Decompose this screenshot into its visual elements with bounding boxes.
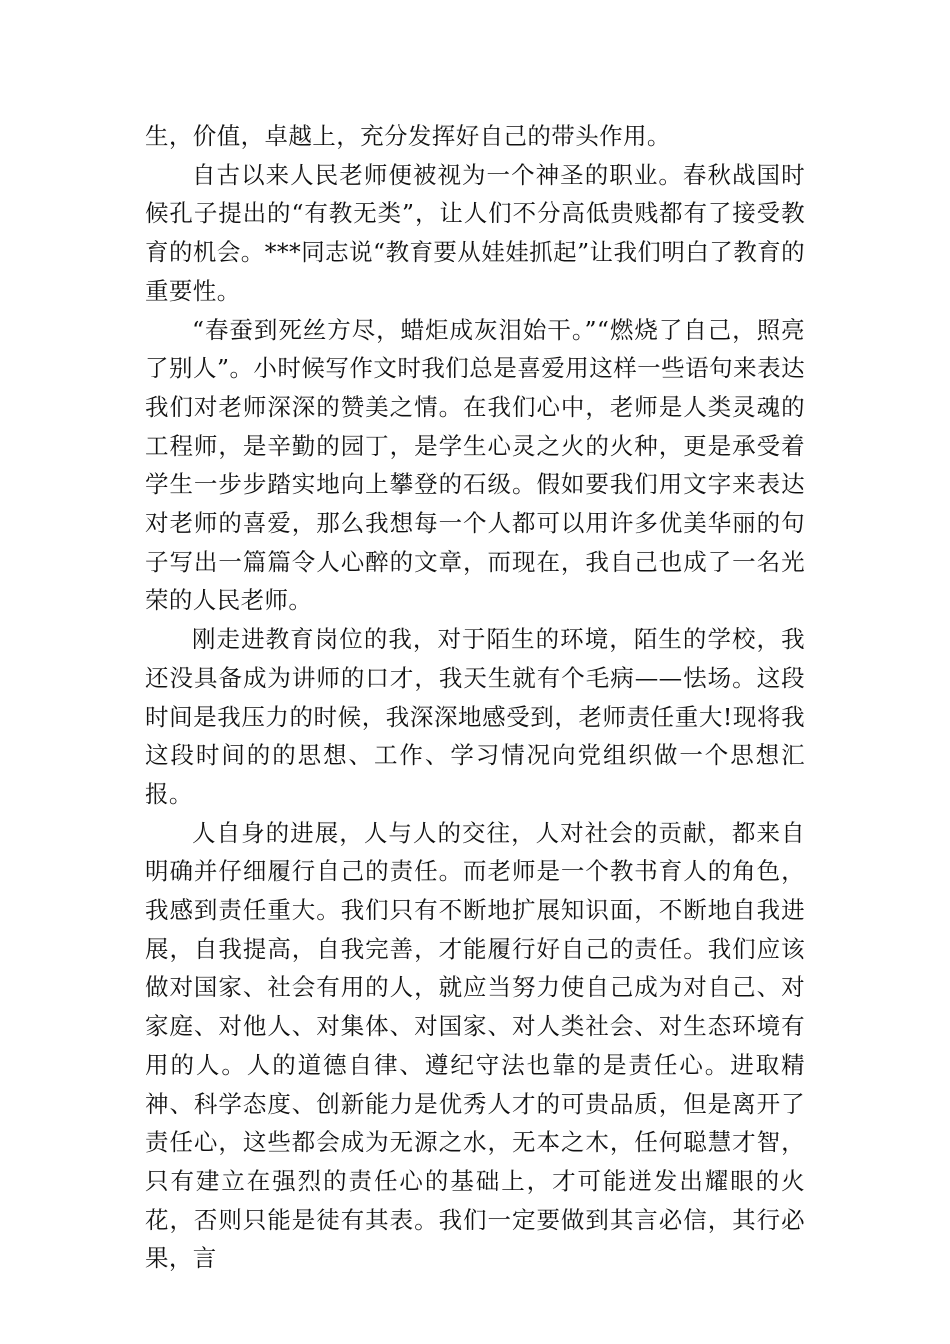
document-body bbox=[145, 117, 805, 1278]
paragraph-1: 生，价值，卓越上，充分发挥好自己的带头作用。 bbox=[145, 122, 671, 150]
paragraph-5: 人自身的进展，人与人的交往，人对社会的贡献，都来自明确并仔细履行自己的责任。而老师是一个教书育人的角色，我感到责任重大。我们只有不断地扩展知识面，不断地自我进展，自我提高，自我完善，才能履行好自己的责任。我们应该做对国家、社会有用的人，就应当努力使自己成为对自己、对家庭、对他人、对集体、对国家、对人类社会、对生态环境有用的人。人的道德自律、遵纪守法也靠的是责任心。进取精神、科学态度、创新能力是优秀人才的可贵品质，但是离开了责任心，这些都会成为无源之水，无本之木，任何聪慧才智，只有建立在强烈的责任心的基础上，才可能迸发出耀眼的火花，否则只能是徒有其表。我们一定要做到其言必信，其行必果，言 bbox=[145, 818, 805, 1273]
paragraph-4: 刚走进教育岗位的我，对于陌生的环境，陌生的学校，我还没具备成为讲师的口才，我天生就有个毛病——怯场。这段时间是我压力的时候，我深深地感受到，老师责任重大!现将我这段时间的的思想、工作、学习情况向党组织做一个思想汇报。 bbox=[145, 625, 805, 808]
paragraph-2: 自古以来人民老师便被视为一个神圣的职业。春秋战国时候孔子提出的“有教无类”，让人们不分高低贵贱都有了接受教育的机会。***同志说“教育要从娃娃抓起”让我们明白了教育的重要性。 bbox=[145, 160, 805, 305]
paragraph-3: “春蚕到死丝方尽，蜡炬成灰泪始干。”“燃烧了自己，照亮了别人”。小时候写作文时我们总是喜爱用这样一些语句来表达我们对老师深深的赞美之情。在我们心中，老师是人类灵魂的工程师，是辛勤的园丁，是学生心灵之火的火种，更是承受着学生一步步踏实地向上攀登的石级。假如要我们用文字来表达对老师的喜爱，那么我想每一个人都可以用许多优美华丽的句子写出一篇篇令人心醉的文章，而现在，我自己也成了一名光荣的人民老师。 bbox=[145, 315, 805, 615]
